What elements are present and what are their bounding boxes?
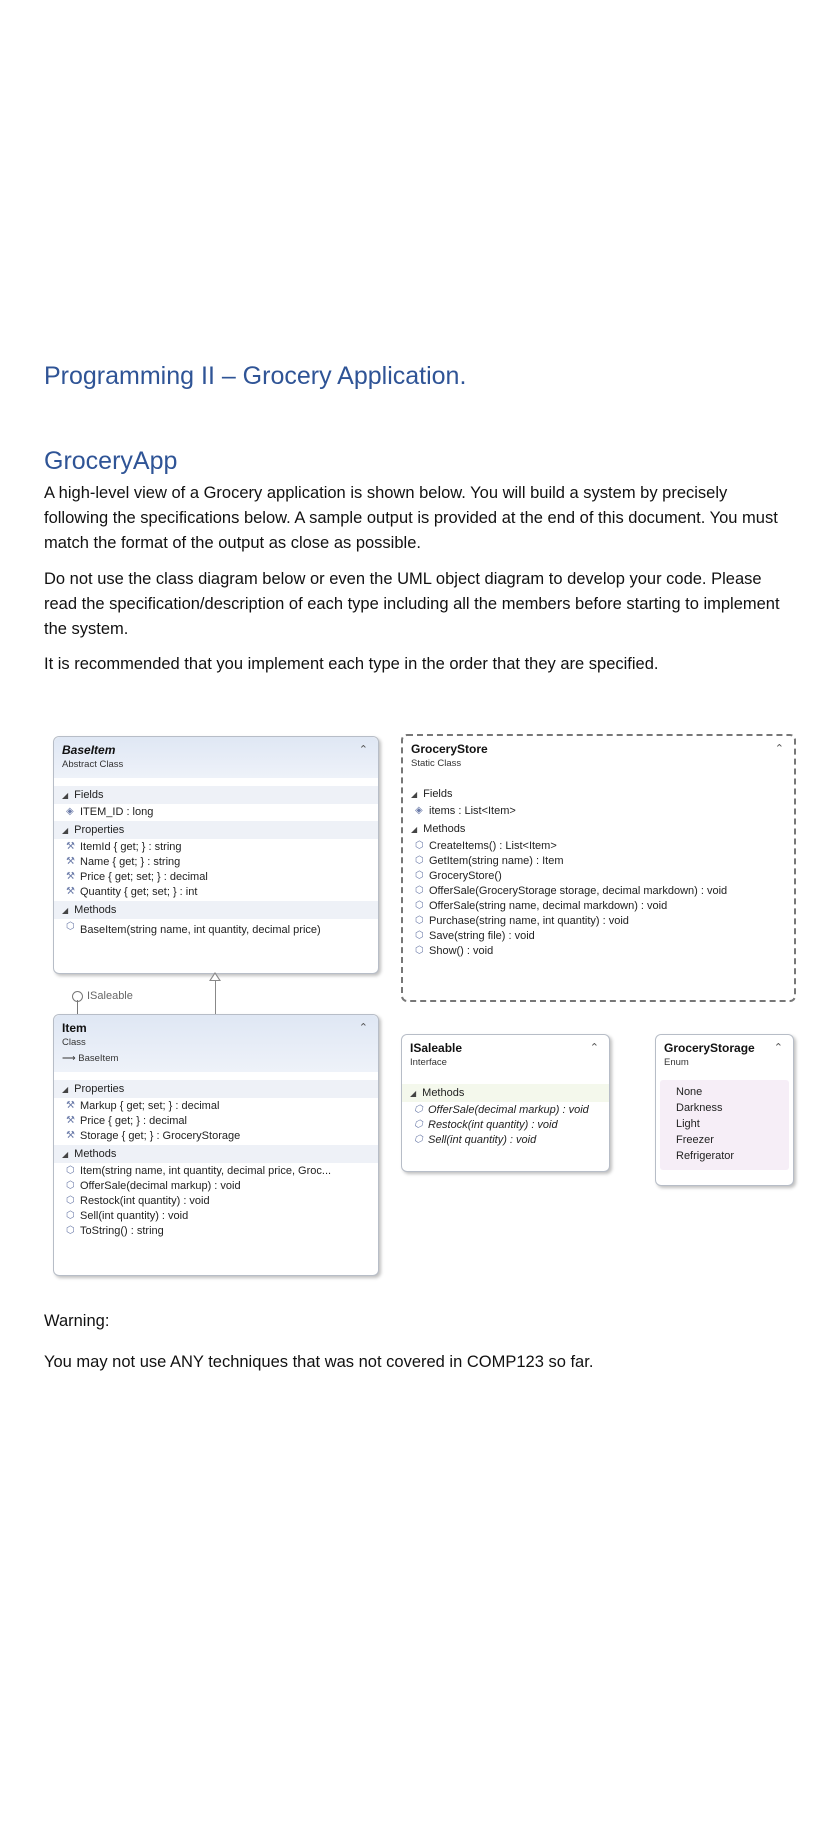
method-item: ⬡ ToString() : string [66, 1224, 164, 1237]
wrench-icon: ⚒ [66, 1100, 75, 1111]
enum-value: Refrigerator [676, 1150, 735, 1162]
field-item: ◈ items : List<Item> [415, 804, 516, 817]
method-cube-icon: ⬡ [66, 1180, 75, 1191]
method-cube-icon: ⬡ [66, 1210, 75, 1221]
expand-triangle-icon: ◢ [411, 790, 418, 799]
instruction-paragraph: Do not use the class diagram below or even the UML object diagram to develop your code. Please read the specification/description of each type including all the members before starting to implement the system. [44, 570, 780, 638]
expand-triangle-icon: ◢ [62, 1150, 69, 1159]
isaleable-kind: Interface [410, 1057, 447, 1068]
property-item: ⚒ ItemId { get; } : string [66, 840, 182, 853]
grocerystorage-enum-box [655, 1034, 794, 1186]
baseitem-class-box [53, 736, 379, 974]
baseitem-methods-section[interactable]: ◢ Methods [54, 901, 378, 919]
method-item: ⬡ BaseItem(string name, int quantity, decimal price) [66, 921, 321, 936]
isaleable-interface-box [401, 1034, 610, 1172]
method-item: ⬡ GetItem(string name) : Item [415, 854, 564, 867]
baseitem-name: BaseItem [62, 743, 116, 757]
method-item: ⬡ OfferSale(decimal markup) : void [414, 1103, 589, 1116]
enum-value: None [676, 1086, 703, 1098]
enum-value: Darkness [676, 1102, 723, 1114]
method-item: ⬡ Save(string file) : void [415, 929, 535, 942]
grocerystorage-name: GroceryStorage [664, 1041, 755, 1055]
wrench-icon: ⚒ [66, 886, 75, 897]
expand-triangle-icon: ◢ [410, 1089, 417, 1098]
grocerystore-name: GroceryStore [411, 742, 488, 756]
method-item: ⬡ Show() : void [415, 944, 494, 957]
warning-text: You may not use ANY techniques that was not covered in COMP123 so far. [44, 1353, 594, 1371]
property-item: ⚒ Name { get; } : string [66, 855, 181, 868]
double-chevron-up-icon[interactable]: ⌃ [358, 744, 368, 756]
item-kind: Class [62, 1037, 86, 1048]
method-cube-icon: ⬡ [66, 1225, 75, 1236]
double-chevron-up-icon[interactable]: ⌃ [358, 1022, 368, 1034]
method-cube-icon: ⬡ [415, 870, 424, 881]
method-cube-icon: ⬡ [66, 1165, 75, 1176]
baseitem-properties-section[interactable]: ◢ Properties [54, 821, 378, 839]
item-properties-section[interactable]: ◢ Properties [54, 1080, 378, 1098]
double-chevron-up-icon[interactable]: ⌃ [773, 1042, 783, 1054]
field-icon: ◈ [415, 805, 423, 816]
item-methods-section[interactable]: ◢ Methods [54, 1145, 378, 1163]
grocerystore-methods-section[interactable]: ◢ Methods [403, 820, 794, 838]
baseitem-fields-section[interactable]: ◢ Fields [54, 786, 378, 804]
warning-label: Warning: [44, 1312, 110, 1330]
baseitem-kind: Abstract Class [62, 759, 124, 770]
intro-paragraph: A high-level view of a Grocery application is shown below. You will build a system by precisely following the specifications below. A sample output is provided at the end of this document. You must match the format of the output as close as possible. [44, 484, 778, 552]
method-cube-icon: ⬡ [66, 1195, 75, 1206]
method-cube-icon: ⬡ [415, 945, 424, 956]
method-item: ⬡ Purchase(string name, int quantity) : void [415, 914, 629, 927]
wrench-icon: ⚒ [66, 871, 75, 882]
expand-triangle-icon: ◢ [62, 906, 69, 915]
isaleable-name: ISaleable [410, 1041, 463, 1055]
double-chevron-up-icon[interactable]: ⌃ [774, 743, 784, 755]
method-cube-icon: ⬡ [415, 915, 424, 926]
method-cube-icon: ⬡ [415, 900, 424, 911]
section-heading: GroceryApp [44, 447, 178, 475]
method-item: ⬡ GroceryStore() [415, 869, 502, 882]
property-item: ⚒ Storage { get; } : GroceryStorage [66, 1129, 241, 1142]
isaleable-header [402, 1035, 609, 1076]
method-cube-icon: ⬡ [66, 921, 75, 932]
method-item: ⬡ Restock(int quantity) : void [414, 1118, 558, 1131]
expand-triangle-icon: ◢ [62, 791, 69, 800]
method-item: ⬡ CreateItems() : List<Item> [415, 839, 557, 852]
wrench-icon: ⚒ [66, 1115, 75, 1126]
method-item: ⬡ OfferSale(string name, decimal markdown) : void [415, 899, 668, 912]
wrench-icon: ⚒ [66, 856, 75, 867]
item-class-box [53, 1014, 379, 1276]
interface-lollipop: ISaleable [72, 990, 133, 1002]
item-header [54, 1015, 378, 1072]
property-item: ⚒ Price { get; set; } : decimal [66, 870, 208, 883]
enum-value: Freezer [676, 1134, 714, 1146]
grocerystorage-kind: Enum [664, 1057, 689, 1068]
expand-triangle-icon: ◢ [62, 1085, 69, 1094]
property-item: ⚒ Price { get; } : decimal [66, 1114, 187, 1127]
method-item: ⬡ Item(string name, int quantity, decimal price, Groc... [66, 1164, 332, 1177]
item-base-type: ⟶ BaseItem [62, 1053, 119, 1064]
method-item: ⬡ Sell(int quantity) : void [414, 1133, 537, 1146]
lollipop-stem [77, 1000, 78, 1014]
property-item: ⚒ Quantity { get; set; } : int [66, 885, 198, 898]
double-chevron-up-icon[interactable]: ⌃ [589, 1042, 599, 1054]
method-cube-icon: ⬡ [415, 840, 424, 851]
expand-triangle-icon: ◢ [411, 825, 418, 834]
method-item: ⬡ Restock(int quantity) : void [66, 1194, 210, 1207]
grocerystore-kind: Static Class [411, 758, 462, 769]
method-item: ⬡ Sell(int quantity) : void [66, 1209, 189, 1222]
wrench-icon: ⚒ [66, 1130, 75, 1141]
method-cube-icon: ⬡ [414, 1104, 423, 1115]
expand-triangle-icon: ◢ [62, 826, 69, 835]
recommendation-paragraph: It is recommended that you implement each type in the order that they are specified. [44, 655, 659, 673]
grocerystore-class-box [401, 734, 796, 1002]
method-cube-icon: ⬡ [414, 1119, 423, 1130]
method-cube-icon: ⬡ [415, 930, 424, 941]
enum-value: Light [676, 1118, 700, 1130]
method-cube-icon: ⬡ [415, 885, 424, 896]
isaleable-methods-section[interactable]: ◢ Methods [402, 1084, 609, 1102]
inherit-arrow-icon: ⟶ [62, 1053, 76, 1064]
method-item: ⬡ OfferSale(GroceryStorage storage, decimal markdown) : void [415, 884, 728, 897]
field-icon: ◈ [66, 806, 74, 817]
field-item: ◈ ITEM_ID : long [66, 805, 154, 818]
item-name: Item [62, 1021, 87, 1035]
grocerystorage-header [656, 1035, 793, 1076]
wrench-icon: ⚒ [66, 841, 75, 852]
grocerystore-fields-section[interactable]: ◢ Fields [403, 785, 794, 803]
property-item: ⚒ Markup { get; set; } : decimal [66, 1099, 220, 1112]
inheritance-arrow-icon [209, 972, 221, 981]
grocerystore-header [403, 736, 794, 777]
method-cube-icon: ⬡ [415, 855, 424, 866]
method-cube-icon: ⬡ [414, 1134, 423, 1145]
document-title: Programming II – Grocery Application. [44, 362, 467, 390]
inheritance-connector [215, 978, 216, 1014]
baseitem-header [54, 737, 378, 778]
method-item: ⬡ OfferSale(decimal markup) : void [66, 1179, 241, 1192]
enum-values-list [660, 1080, 789, 1170]
